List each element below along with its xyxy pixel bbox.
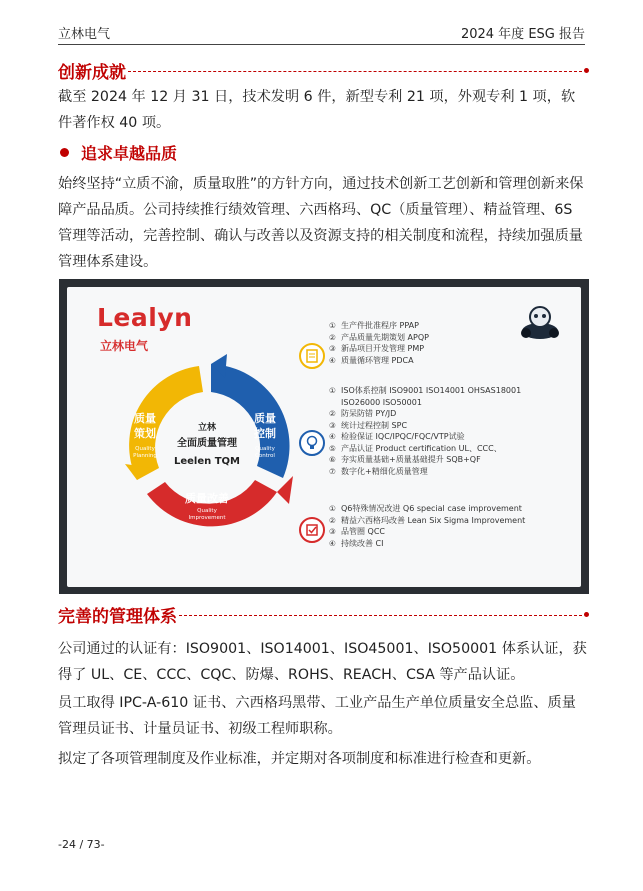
improvement-label-cn: 质量改善 [185, 492, 229, 505]
control-label-cn-1: 质量 [254, 412, 276, 425]
subtitle-text: 追求卓越品质 [81, 144, 178, 163]
list-item: ① 生产件批准程序 PPAP [329, 321, 419, 330]
list-item: ② 精益六西格玛改善 Lean Six Sigma Improvement [329, 515, 526, 525]
improvement-label-en-2: Improvement [188, 515, 226, 521]
header-company: 立林电气 [58, 27, 111, 42]
title-end-dot [584, 612, 589, 617]
tqm-board [67, 287, 581, 587]
innovation-paragraph: 截至 2024 年 12 月 31 日，技术发明 6 件，新型专利 21 项，外观专利 1 项，软件著作权 40 项。 [58, 89, 576, 131]
list-item: ⑥ 夯实质量基础+质量基础提升 SQB+QF [329, 455, 481, 464]
system-paragraph-2: 员工取得 IPC-A-610 证书、六西格玛黑带、工业产品生产单位质量安全总监、质量管理员证书、计量员证书、初级工程师职称。 [58, 695, 576, 737]
improvement-checklist-icon [299, 517, 325, 543]
section-title-text: 创新成就 [58, 62, 126, 83]
planning-label-cn-2: 策划 [134, 427, 156, 440]
quality-subtitle [58, 141, 177, 164]
list-item: ISO26000 ISO50001 [341, 397, 422, 407]
list-item: ③ 新品项目开发管理 PMP [329, 344, 425, 353]
list-item: ④ 检验保证 IQC/IPQC/FQC/VTP试验 [329, 432, 465, 441]
robot-mascot-icon [517, 301, 563, 341]
control-method-list [329, 385, 521, 477]
quality-paragraph: 始终坚持“立质不渝，质量取胜”的方针方向，通过技术创新工艺创新和管理创新来保障产品品质。公司持续推行绩效管理、六西格玛、QC（质量管理）、精益管理、6S 管理等活动，完善控制、确认与改善以及资源支持的相关制度和流程，持续加强质量管理体系建设。 [58, 176, 584, 270]
list-item: ⑦ 数字化+精细化质量管理 [329, 466, 428, 476]
improvement-label-en-1: Quality [197, 508, 217, 514]
planning-label-en-2: Planning [133, 453, 157, 459]
list-item: ⑤ 产品认证 Product certification UL、CCC、 [329, 443, 502, 453]
control-label-cn-2: 控制 [254, 427, 276, 440]
center-label-2: 全面质量管理 [177, 438, 237, 449]
title-divider [179, 615, 582, 616]
section-system-title [58, 603, 589, 625]
control-bulb-icon [299, 430, 325, 456]
list-item: ④ 质量循环管理 PDCA [329, 355, 414, 365]
planning-label-cn-1: 质量 [134, 412, 156, 425]
tqm-board-photo [59, 279, 589, 594]
list-item: ② 防呆防错 PY/JD [329, 409, 397, 418]
list-item: ① Q6特殊情况改进 Q6 special case improvement [329, 504, 522, 513]
company-logo: Lealyn [97, 303, 193, 332]
control-label-en-2: Control [255, 453, 275, 459]
list-item: ③ 品管圈 QCC [329, 527, 386, 536]
bullet-dot [60, 148, 69, 157]
page-number: -24 / 73- [58, 838, 105, 851]
system-paragraph-1: 公司通过的认证有：ISO9001、ISO14001、ISO45001、ISO50001 体系认证，获得了 UL、CE、CCC、CQC、防爆、ROHS、REACH、CSA 等产品认证。 [58, 641, 587, 683]
section-innovation-title [58, 59, 589, 81]
list-item: ① ISO体系控制 ISO9001 ISO14001 OHSAS18001 [329, 386, 522, 395]
list-item: ② 产品质量先期策划 APQP [329, 332, 429, 342]
title-divider [128, 71, 582, 72]
list-item: ④ 持续改善 CI [329, 538, 384, 548]
company-logo-subtitle: 立林电气 [100, 339, 149, 353]
section-title-text: 完善的管理体系 [58, 606, 177, 627]
control-label-en: Quality [255, 446, 275, 452]
header-report-title: 2024 年度 ESG 报告 [460, 27, 585, 42]
planning-label-en: Quality [135, 446, 155, 452]
title-end-dot [584, 68, 589, 73]
center-label-1: 立林 [197, 423, 217, 433]
system-paragraph-3: 拟定了各项管理制度及作业标准，并定期对各项制度和标准进行检查和更新。 [58, 751, 541, 767]
planning-method-list [329, 320, 429, 366]
improvement-method-list [329, 503, 525, 549]
page-header [58, 18, 585, 45]
list-item: ③ 统计过程控制 SPC [329, 420, 408, 430]
planning-clipboard-icon [299, 343, 325, 369]
center-label-3: Leelen TQM [173, 456, 241, 467]
tqm-cycle-diagram [107, 352, 317, 542]
